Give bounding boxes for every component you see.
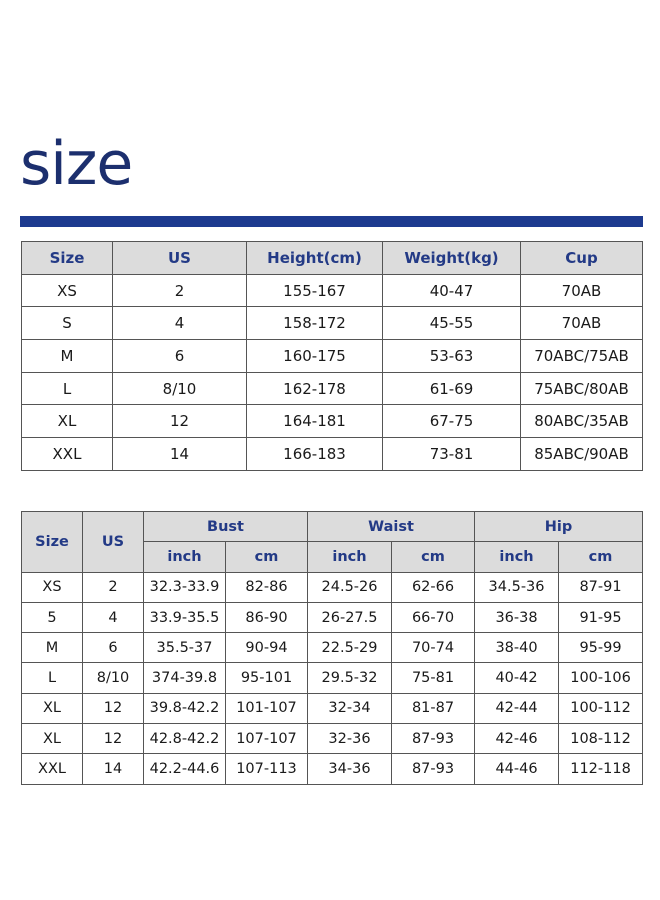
- table-cell: 66-70: [392, 602, 475, 632]
- column-header-us: US: [83, 512, 144, 573]
- table-cell: 61-69: [383, 372, 521, 405]
- table-cell: 62-66: [392, 572, 475, 602]
- table-row: [22, 405, 643, 438]
- table-cell: 33.9-35.5: [144, 602, 226, 632]
- table-cell: L: [22, 663, 83, 693]
- table-cell: 29.5-32: [308, 663, 392, 693]
- table-cell: L: [22, 372, 113, 405]
- table-cell: 374-39.8: [144, 663, 226, 693]
- table-cell: XS: [22, 274, 113, 307]
- table-cell: M: [22, 633, 83, 663]
- table-row: [22, 372, 643, 405]
- table-cell: 32-36: [308, 724, 392, 754]
- subheader-hip-cm: cm: [559, 542, 643, 572]
- table-cell: 95-101: [226, 663, 308, 693]
- table-cell: 107-113: [226, 754, 308, 784]
- table-cell: 75-81: [392, 663, 475, 693]
- table-cell: 70-74: [392, 633, 475, 663]
- table-cell: 67-75: [383, 405, 521, 438]
- table-cell: 80ABC/35AB: [521, 405, 643, 438]
- table-cell: 32-34: [308, 693, 392, 723]
- table-header-row: [22, 242, 643, 275]
- table-cell: 162-178: [247, 372, 383, 405]
- table-cell: 155-167: [247, 274, 383, 307]
- table-cell: 70AB: [521, 274, 643, 307]
- table-cell: XL: [22, 405, 113, 438]
- subheader-hip-inch: inch: [475, 542, 559, 572]
- table-cell: 14: [83, 754, 144, 784]
- table-cell: 42.2-44.6: [144, 754, 226, 784]
- column-header-size: Size: [22, 512, 83, 573]
- table-cell: 34-36: [308, 754, 392, 784]
- table-cell: XL: [22, 724, 83, 754]
- group-header-bust: Bust: [144, 512, 308, 542]
- table-cell: 75ABC/80AB: [521, 372, 643, 405]
- subheader-bust-cm: cm: [226, 542, 308, 572]
- page-title: size: [20, 129, 133, 199]
- table-cell: 38-40: [475, 633, 559, 663]
- table-cell: 81-87: [392, 693, 475, 723]
- table-cell: 22.5-29: [308, 633, 392, 663]
- table-cell: 12: [83, 693, 144, 723]
- column-header-weight: Weight(kg): [383, 242, 521, 275]
- table-cell: 6: [113, 340, 247, 373]
- table-cell: 95-99: [559, 633, 643, 663]
- table-cell: 4: [83, 602, 144, 632]
- table-cell: 26-27.5: [308, 602, 392, 632]
- table-cell: M: [22, 340, 113, 373]
- table-header-row: [22, 512, 643, 542]
- table-cell: 45-55: [383, 307, 521, 340]
- column-header-height: Height(cm): [247, 242, 383, 275]
- table-cell: 107-107: [226, 724, 308, 754]
- group-header-hip: Hip: [475, 512, 643, 542]
- table-cell: 53-63: [383, 340, 521, 373]
- table-cell: 91-95: [559, 602, 643, 632]
- table-cell: 90-94: [226, 633, 308, 663]
- table-row: [22, 438, 643, 471]
- table-cell: 8/10: [83, 663, 144, 693]
- table-cell: 70ABC/75AB: [521, 340, 643, 373]
- table-cell: 40-42: [475, 663, 559, 693]
- table-cell: 42-44: [475, 693, 559, 723]
- size-table-general: [21, 241, 643, 471]
- table-cell: 44-46: [475, 754, 559, 784]
- table-cell: 4: [113, 307, 247, 340]
- column-header-size: Size: [22, 242, 113, 275]
- title-divider: [20, 216, 643, 227]
- table-cell: 82-86: [226, 572, 308, 602]
- table-cell: 24.5-26: [308, 572, 392, 602]
- size-table-measurements: [21, 511, 643, 785]
- table-cell: 100-106: [559, 663, 643, 693]
- table-cell: 12: [113, 405, 247, 438]
- table-cell: 12: [83, 724, 144, 754]
- table-cell: 14: [113, 438, 247, 471]
- table-row: [22, 754, 643, 784]
- table-row: [22, 633, 643, 663]
- table-cell: 108-112: [559, 724, 643, 754]
- table-cell: 100-112: [559, 693, 643, 723]
- table-row: [22, 663, 643, 693]
- table-cell: 73-81: [383, 438, 521, 471]
- table-cell: XXL: [22, 754, 83, 784]
- table-cell: 36-38: [475, 602, 559, 632]
- table-cell: XXL: [22, 438, 113, 471]
- table-cell: 6: [83, 633, 144, 663]
- column-header-cup: Cup: [521, 242, 643, 275]
- table-cell: 2: [113, 274, 247, 307]
- table-cell: 8/10: [113, 372, 247, 405]
- table-row: [22, 340, 643, 373]
- table-row: [22, 693, 643, 723]
- table-cell: 87-91: [559, 572, 643, 602]
- column-header-us: US: [113, 242, 247, 275]
- table-row: [22, 572, 643, 602]
- group-header-waist: Waist: [308, 512, 475, 542]
- table-cell: 166-183: [247, 438, 383, 471]
- table-cell: 42.8-42.2: [144, 724, 226, 754]
- table-cell: 40-47: [383, 274, 521, 307]
- table-cell: 5: [22, 602, 83, 632]
- table-row: [22, 274, 643, 307]
- table-cell: 70AB: [521, 307, 643, 340]
- table-row: [22, 602, 643, 632]
- table-cell: 2: [83, 572, 144, 602]
- table-cell: 164-181: [247, 405, 383, 438]
- table-cell: 35.5-37: [144, 633, 226, 663]
- subheader-waist-inch: inch: [308, 542, 392, 572]
- table-cell: 160-175: [247, 340, 383, 373]
- table-cell: 158-172: [247, 307, 383, 340]
- table-cell: XL: [22, 693, 83, 723]
- table-cell: 32.3-33.9: [144, 572, 226, 602]
- table-cell: 112-118: [559, 754, 643, 784]
- table-cell: XS: [22, 572, 83, 602]
- table-cell: 42-46: [475, 724, 559, 754]
- subheader-waist-cm: cm: [392, 542, 475, 572]
- table-cell: 86-90: [226, 602, 308, 632]
- subheader-bust-inch: inch: [144, 542, 226, 572]
- table-cell: 85ABC/90AB: [521, 438, 643, 471]
- table-cell: 101-107: [226, 693, 308, 723]
- table-cell: 39.8-42.2: [144, 693, 226, 723]
- table-cell: S: [22, 307, 113, 340]
- table-cell: 87-93: [392, 754, 475, 784]
- table-row: [22, 724, 643, 754]
- table-cell: 34.5-36: [475, 572, 559, 602]
- table-row: [22, 307, 643, 340]
- table-cell: 87-93: [392, 724, 475, 754]
